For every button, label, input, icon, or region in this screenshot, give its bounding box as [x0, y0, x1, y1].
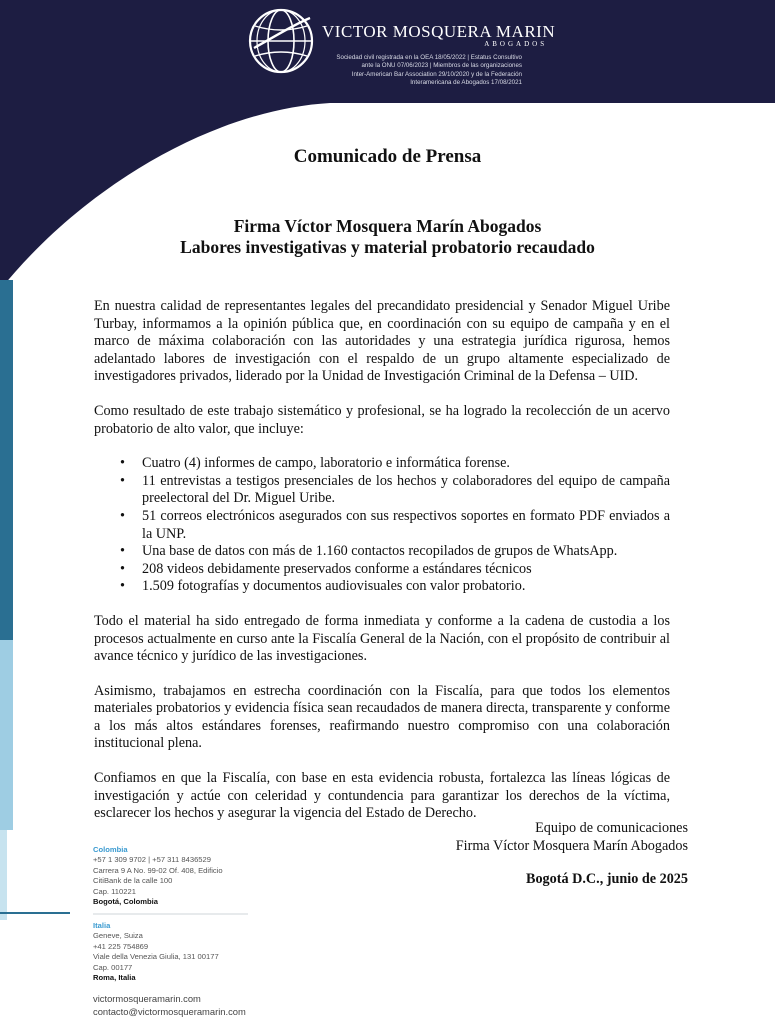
side-band-light-lower: [0, 830, 7, 920]
brand-info-line: Sociedad civil registrada en la OEA 18/05/2022 | Estatus Consultivo: [336, 54, 522, 61]
closing-team: Equipo de comunicaciones: [535, 820, 688, 836]
list-item: • 1.509 fotografías y documentos audiovisuales con valor probatorio.: [142, 578, 670, 596]
list-item: • 51 correos electrónicos asegurados con sus respectivos soportes en formato PDF enviados a la UNP.: [142, 508, 670, 543]
list-item: • Una base de datos con más de 1.160 contactos recopilados de grupos de WhatsApp.: [142, 543, 670, 561]
document-title: Comunicado de Prensa: [293, 146, 482, 167]
closing-date: Bogotá D.C., junio de 2025: [526, 871, 688, 888]
list-item: • Cuatro (4) informes de campo, laboratorio e informática forense.: [142, 455, 670, 473]
brand-info-line: Interamericana de Abogados 17/08/2021: [410, 79, 522, 87]
side-band-light: [0, 640, 13, 830]
closing-firm: Firma Víctor Mosquera Marín Abogados: [455, 837, 688, 854]
website-link[interactable]: victormosqueramarin.com: [93, 993, 201, 1004]
office-postal: Cap. 00177: [93, 962, 133, 972]
brand-registration-info: [300, 54, 522, 88]
brand-info-line: Inter-American Bar Association 29/10/2020 y de la Federación: [351, 70, 522, 78]
list-item: • 11 entrevistas a testigos presenciales de los hechos y colaboradores del equipo de campaña preelectoral del Dr. Miguel Uribe.: [142, 473, 670, 508]
paragraph-intro: En nuestra calidad de representantes legales del precandidato presidencial y Senador Miguel Uribe Turbay, informamos a la opinión pública que, en coordinación con su equipo de campaña y en el marco de máxima colaboración con las autoridades y una estrategia jurídica rigurosa, hemos adelantado labores de investigación con el respaldo de un grupo altamente especializado de investigadores privados, liderado por la Unidad de Investigación Criminal de la Defensa – UID.: [94, 298, 670, 385]
office-address: Viale della Venezia Giulia, 131 00177: [93, 952, 219, 962]
office-heading: Colombia: [93, 845, 128, 854]
brand-info-line: ante la ONU 07/06/2023 | Miembros de las organizaciones: [361, 62, 522, 70]
office-phones: +57 1 309 9702 | +57 311 8436529: [93, 855, 211, 865]
office-city: Bogotá, Colombia: [93, 897, 158, 907]
office-address: CitiBank de la calle 100: [93, 876, 173, 886]
paragraph-coordination: Asimismo, trabajamos en estrecha coordinación con la Fiscalía, para que todos los elementos materiales probatorios y evidencia física sean recaudados de manera directa, transparente y conforme a los más altos estándares forenses, reafirmando nuestro compromiso con una colaboración institucional plena.: [94, 682, 670, 752]
office-phones: +41 225 754869: [93, 941, 149, 951]
footer-office-colombia: [93, 845, 223, 907]
office-heading: Italia: [93, 921, 111, 930]
footer-contact: [93, 992, 246, 1018]
paragraph-confidence: Confiamos en que la Fiscalía, con base en esta evidencia robusta, fortalezca las líneas lógicas de investigación y actúe con celeridad y contundencia para garantizar los derechos de la víctima, esclarecer los hechos y asegurar la vigencia del Estado de Derecho.: [94, 770, 670, 822]
document-body: [94, 298, 670, 840]
subtitle-line-topic: Labores investigativas y material probatorio recaudado: [180, 237, 595, 257]
evidence-list: [94, 455, 670, 596]
brand-block: [322, 22, 555, 48]
subtitle-line-firm: Firma Víctor Mosquera Marín Abogados: [233, 216, 542, 236]
office-address: Carrera 9 A No. 99-02 Of. 408, Edificio: [93, 865, 223, 875]
document-subtitle: [0, 216, 775, 258]
list-item: • 208 videos debidamente preservados conforme a estándares técnicos: [142, 561, 670, 579]
paragraph-delivery: Todo el material ha sido entregado de forma inmediata y conforme a la cadena de custodia a los procesos actualmente en curso ante la Fiscalía General de la Nación, con el propósito de contribuir al avance técnico y jurídico de las investigaciones.: [94, 612, 670, 665]
email-link[interactable]: contacto@victormosqueramarin.com: [93, 1006, 246, 1017]
brand-suffix: ABOGADOS: [484, 40, 548, 48]
office-postal: Cap. 110221: [93, 886, 136, 896]
side-band-teal: [0, 280, 13, 640]
closing-signature: [430, 820, 688, 889]
brand-name: VICTOR MOSQUERA MARIN: [322, 22, 556, 41]
office-city: Roma, Italia: [93, 973, 136, 983]
paragraph-results: Como resultado de este trabajo sistemático y profesional, se ha logrado la recolección de un acervo probatorio de alto valor, que incluye:: [94, 402, 670, 437]
footer-office-italia: [93, 921, 219, 983]
office-line: Geneve, Suiza: [93, 931, 143, 941]
